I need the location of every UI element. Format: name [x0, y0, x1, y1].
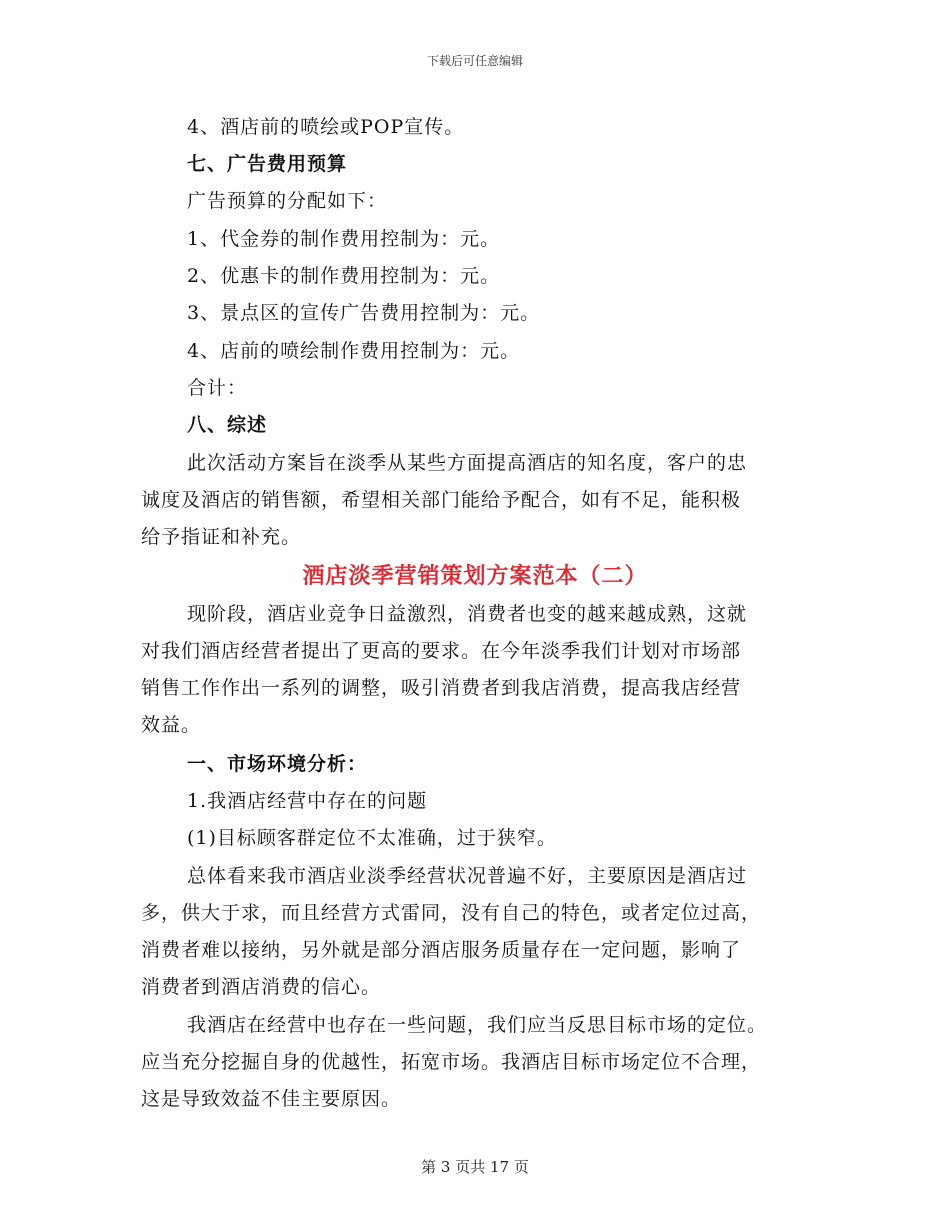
list-item: 4、酒店前的喷绘或POP宣传。 [187, 116, 465, 138]
page-footer: 第 3 页共 17 页 [421, 1158, 529, 1176]
list-item: 3、景点区的宣传广告费用控制为：元。 [187, 302, 541, 324]
paragraph-line: 多，供大于求，而且经营方式雷同，没有自己的特色，或者定位过高， [141, 902, 762, 924]
paragraph-line: 应当充分挖掘自身的优越性，拓宽市场。我酒店目标市场定位不合理， [141, 1051, 762, 1073]
subheading: 1.我酒店经营中存在的问题 [187, 790, 428, 812]
paragraph-line: 总体看来我市酒店业淡季经营状况普遍不好，主要原因是酒店过 [187, 865, 748, 887]
paragraph-line: 广告预算的分配如下： [187, 190, 388, 212]
subheading: (1)目标顾客群定位不太准确，过于狭窄。 [187, 827, 557, 849]
paragraph-line: 消费者难以接纳，另外就是部分酒店服务质量存在一定问题，影响了 [141, 939, 742, 961]
document-title: 酒店淡季营销策划方案范本（二） [302, 563, 648, 589]
list-item: 4、店前的喷绘制作费用控制为：元。 [187, 340, 521, 362]
list-item: 1、代金券的制作费用控制为：元。 [187, 228, 501, 250]
total-label: 合计： [187, 377, 248, 399]
paragraph-line: 消费者到酒店消费的信心。 [141, 976, 382, 998]
paragraph-line: 对我们酒店经营者提出了更高的要求。在今年淡季我们计划对市场部 [141, 640, 742, 662]
section-heading-1: 一、市场环境分析： [187, 753, 368, 775]
page-header: 下载后可任意编辑 [426, 54, 523, 68]
paragraph-line: 给予指证和补充。 [141, 526, 302, 548]
paragraph-line: 此次活动方案旨在淡季从某些方面提高酒店的知名度，客户的忠 [187, 452, 748, 474]
section-heading-7: 七、广告费用预算 [187, 153, 348, 175]
paragraph-line: 我酒店在经营中也存在一些问题，我们应当反思目标市场的定位。 [187, 1014, 768, 1036]
paragraph-line: 诚度及酒店的销售额，希望相关部门能给予配合，如有不足，能积极 [141, 489, 742, 511]
paragraph-line: 现阶段，酒店业竞争日益激烈，消费者也变的越来越成熟，这就 [187, 603, 748, 625]
paragraph-line: 效益。 [141, 714, 202, 736]
list-item: 2、优惠卡的制作费用控制为：元。 [187, 265, 501, 287]
paragraph-line: 这是导致效益不佳主要原因。 [141, 1088, 402, 1110]
paragraph-line: 销售工作作出一系列的调整，吸引消费者到我店消费，提高我店经营 [141, 677, 742, 699]
section-heading-8: 八、综述 [187, 414, 268, 436]
